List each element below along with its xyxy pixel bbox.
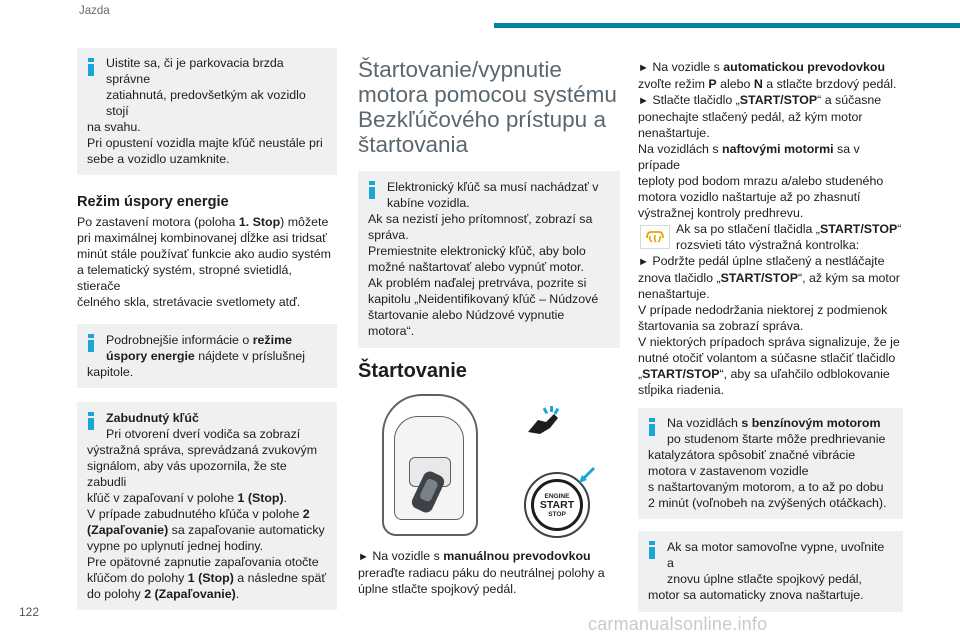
body-text: rozsvieti táto výstražná kontrolka: — [676, 238, 860, 252]
body-text: „START/STOP“, aby sa uľahčilo odblokovanie — [638, 367, 890, 381]
note-text: výstražná správa, sprevádzaná zvukovým — [87, 443, 318, 457]
note-text: znovu úplne stlačte spojkový pedál, — [667, 572, 862, 586]
start-button-label: START — [539, 498, 575, 511]
hold-pedal-instruction — [638, 253, 903, 302]
body-text: minút stále používať funkcie ako audio systém — [77, 247, 331, 261]
note-text: kabíne vozidla. — [387, 196, 470, 210]
diesel-info — [638, 141, 903, 221]
body-text: a telematický systém, stropné svietidlá, stierače — [77, 263, 292, 293]
note-text: Pre opätovné zapnutie zapaľovania otočte — [87, 555, 319, 569]
press-arrow-icon — [576, 466, 596, 486]
body-text: V niektorých prípadoch správa signalizuje, že je — [638, 335, 900, 349]
keyless-start-title-line: Štartovanie/vypnutie — [358, 57, 562, 82]
note-text: kľúč v zapaľovaní v polohe 1 (Stop). — [87, 491, 288, 505]
column-left — [77, 48, 337, 610]
note-text: Pri opustení vozidla majte kľúč neustále pri — [87, 136, 323, 150]
start-button-ring — [531, 479, 583, 531]
note-text: správa. — [368, 228, 409, 242]
note-text: vypne po uplynutí jednej hodiny. — [87, 539, 264, 553]
note-text: Pri otvorení dverí vodiča sa zobrazí — [106, 427, 301, 441]
glow-plug-warning-icon — [640, 225, 670, 249]
body-text: Ak sa po stlačení tlačidla „START/STOP“ — [676, 222, 902, 236]
info-icon — [88, 334, 94, 352]
press-start-instruction — [638, 92, 903, 141]
note-text: zatiahnutá, predovšetkým ak vozidlo stojí — [106, 88, 306, 118]
body-text: čelného skla, stretávacie svetlomety atď. — [77, 295, 301, 309]
keyless-start-illustration — [378, 394, 593, 534]
info-icon — [369, 181, 375, 199]
note-text: (Zapaľovanie) sa zapaľovanie automaticky — [87, 523, 325, 537]
column-right — [638, 59, 903, 612]
note-text: s naštartovaným motorom, a to až po dobu — [648, 480, 884, 494]
note-text: do polohy 2 (Zapaľovanie). — [87, 587, 240, 601]
note-text: štartovanie alebo Núdzové vypnutie motora“. — [368, 308, 565, 338]
starting-section-title: Štartovanie — [358, 360, 467, 382]
body-text: nutné otočiť volantom a súčasne stlačiť tlačidlo — [638, 351, 896, 365]
note-text: Uistite sa, či je parkovacia brzda správne — [106, 56, 284, 86]
body-text: ► Na vozidle s automatickou prevodovkou — [638, 60, 886, 74]
body-text: motora vozidlo naštartuje až po zhasnutí — [638, 190, 861, 204]
section-label: Jazda — [79, 5, 110, 17]
note-petrol-engine — [638, 408, 903, 519]
body-text: teploty pod bodom mrazu a/alebo studeného — [638, 174, 884, 188]
energy-saving-title: Režim úspory energie — [77, 194, 229, 210]
note-text: úspory energie nájdete v príslušnej — [106, 349, 306, 363]
note-text: na svahu. — [87, 120, 141, 134]
column-middle — [358, 57, 620, 597]
car-interior — [394, 416, 464, 520]
note-engine-stall — [638, 531, 903, 612]
body-text: zvoľte režim P alebo N a stlačte brzdový pedál. — [638, 77, 897, 91]
note-text: možné naštartovať alebo vypnúť motor. — [368, 260, 584, 274]
note-text: Ak sa nezistí jeho prítomnosť, zobrazí sa — [368, 212, 593, 226]
note-text: kapitole. — [87, 365, 134, 379]
body-text: znova tlačidlo „START/STOP“, až kým sa motor — [638, 271, 900, 285]
note-parking-brake — [77, 48, 337, 175]
keyless-start-title-line: Bezkľúčového prístupu a — [358, 107, 606, 132]
note-text: Podrobnejšie informácie o režime — [106, 333, 292, 347]
start-button-label: ENGINE — [544, 492, 570, 500]
info-icon — [649, 418, 655, 436]
body-text: ► Podržte pedál úplne stlačený a nestláčajte — [638, 254, 885, 268]
body-text: stĺpika riadenia. — [638, 383, 725, 397]
body-text: úplne stlačte spojkový pedál. — [358, 582, 517, 596]
body-text: ponechajte stlačený pedál, až kým motor — [638, 110, 863, 124]
note-text: V prípade zabudnutého kľúča v polohe 2 — [87, 507, 310, 521]
note-title: Zabudnutý kľúč — [106, 411, 199, 425]
note-energy-mode — [77, 324, 337, 388]
body-text: ► Na vozidle s manuálnou prevodovkou — [358, 549, 591, 563]
hand-press-icon — [524, 406, 562, 436]
start-failure-info — [638, 302, 903, 398]
page-number: 122 — [19, 605, 40, 619]
info-icon — [649, 541, 655, 559]
keyless-start-title-line: motora pomocou systému — [358, 82, 617, 107]
keyless-start-title-line: štartovania — [358, 132, 469, 157]
note-key-in-cabin — [358, 171, 620, 348]
body-text: Po zastavení motora (poloha 1. Stop) môžete — [77, 215, 329, 229]
note-text: Premiestnite elektronický kľúč, aby bolo — [368, 244, 586, 258]
note-text: Na vozidlách s benzínovým motorom — [667, 416, 881, 430]
note-text: motor sa automaticky znova naštartuje. — [648, 588, 864, 602]
body-text: nenaštartuje. — [638, 126, 710, 140]
start-button-label: STOP — [548, 510, 566, 518]
info-icon — [88, 58, 94, 76]
preheating-warning-row — [638, 221, 903, 253]
body-text: V prípade nedodržania niektorej z podmienok — [638, 303, 888, 317]
note-text: sebe a vozidlo uzamknite. — [87, 152, 230, 166]
note-text: Elektronický kľúč sa musí nachádzať v — [387, 180, 599, 194]
body-text: štartovania sa zobrazí správa. — [638, 319, 804, 333]
body-text: pri maximálnej kombinovanej dĺžke asi tridsať — [77, 231, 327, 245]
body-text: ► Stlačte tlačidlo „START/STOP“ a súčasne — [638, 93, 882, 107]
note-text: Ak sa motor samovoľne vypne, uvoľnite a — [667, 540, 885, 570]
energy-saving-body — [77, 214, 337, 310]
body-text: nenaštartuje. — [638, 287, 710, 301]
note-text: Ak problém naďalej pretrváva, pozrite si — [368, 276, 587, 290]
note-text: po studenom štarte môže predhrievanie — [667, 432, 886, 446]
note-text: signálom, aby vás upozornila, že ste zabudli — [87, 459, 287, 489]
body-text: Na vozidlách s naftovými motormi sa v prípade — [638, 142, 860, 172]
note-forgotten-key — [77, 402, 337, 610]
note-text: kapitolu „Neidentifikovaný kľúč – Núdzové — [368, 292, 599, 306]
note-text: 2 minút (voľnobeh na zvýšených otáčkach). — [648, 496, 887, 510]
manual-gearbox-instruction — [358, 548, 620, 597]
header-accent-bar — [494, 23, 960, 28]
auto-gearbox-instruction — [638, 59, 903, 92]
body-text: preraďte radiacu páku do neutrálnej polohy a — [358, 566, 605, 580]
info-icon — [88, 412, 94, 430]
body-text: výstražnej kontroly predhrevu. — [638, 206, 804, 220]
note-text: katalyzátora spôsobiť značné vibrácie — [648, 448, 856, 462]
note-text: motora v zastavenom vozidle — [648, 464, 809, 478]
watermark: carmanualsonline.info — [588, 614, 768, 634]
car-top-view — [382, 394, 478, 536]
note-text: kľúčom do polohy 1 (Stop) a následne späť — [87, 571, 326, 585]
